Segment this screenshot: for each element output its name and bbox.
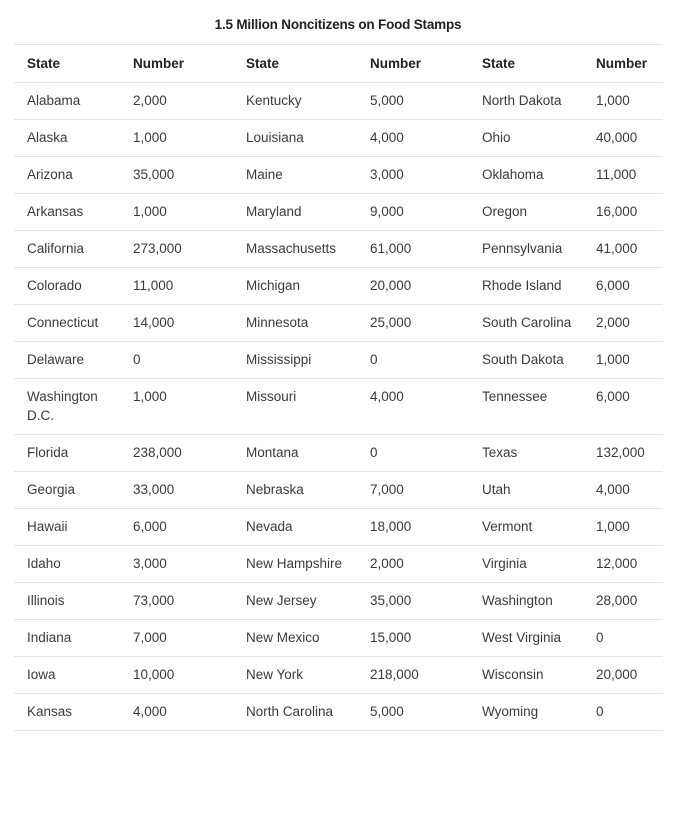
cell-number: 15,000 — [357, 620, 469, 657]
cell-number: 35,000 — [357, 583, 469, 620]
header-number-3: Number — [583, 45, 663, 83]
cell-state: Vermont — [469, 509, 583, 546]
cell-state: Colorado — [14, 268, 120, 305]
cell-state: Illinois — [14, 583, 120, 620]
cell-state: South Dakota — [469, 342, 583, 379]
cell-state: Delaware — [14, 342, 120, 379]
table-row — [14, 83, 663, 120]
cell-state: Alabama — [14, 83, 120, 120]
cell-number: 4,000 — [357, 120, 469, 157]
cell-number: 3,000 — [120, 546, 233, 583]
cell-number: 35,000 — [120, 157, 233, 194]
cell-state: New Mexico — [233, 620, 357, 657]
cell-state: Massachusetts — [233, 231, 357, 268]
cell-number: 218,000 — [357, 657, 469, 694]
header-state-3: State — [469, 45, 583, 83]
cell-number: 11,000 — [583, 157, 663, 194]
cell-number: 132,000 — [583, 435, 663, 472]
cell-number: 1,000 — [120, 194, 233, 231]
cell-number: 73,000 — [120, 583, 233, 620]
cell-number: 4,000 — [357, 379, 469, 435]
cell-state: Hawaii — [14, 509, 120, 546]
cell-state: North Dakota — [469, 83, 583, 120]
header-state-2: State — [233, 45, 357, 83]
cell-state: Washington D.C. — [14, 379, 120, 435]
table-row — [14, 157, 663, 194]
table-title: 1.5 Million Noncitizens on Food Stamps — [214, 17, 462, 32]
cell-state: New Hampshire — [233, 546, 357, 583]
cell-state: Tennessee — [469, 379, 583, 435]
cell-number: 0 — [357, 342, 469, 379]
cell-state: New York — [233, 657, 357, 694]
table-row — [14, 305, 663, 342]
cell-number: 14,000 — [120, 305, 233, 342]
cell-state: Kansas — [14, 694, 120, 731]
cell-number: 3,000 — [357, 157, 469, 194]
cell-number: 20,000 — [357, 268, 469, 305]
cell-state: Texas — [469, 435, 583, 472]
cell-state: Pennsylvania — [469, 231, 583, 268]
table-row — [14, 231, 663, 268]
cell-number: 2,000 — [120, 83, 233, 120]
table-row — [14, 657, 663, 694]
header-state-1: State — [14, 45, 120, 83]
cell-number: 1,000 — [583, 83, 663, 120]
cell-state: Florida — [14, 435, 120, 472]
cell-number: 0 — [357, 435, 469, 472]
cell-number: 273,000 — [120, 231, 233, 268]
cell-state: South Carolina — [469, 305, 583, 342]
cell-state: Idaho — [14, 546, 120, 583]
cell-state: Ohio — [469, 120, 583, 157]
cell-number: 9,000 — [357, 194, 469, 231]
cell-state: Georgia — [14, 472, 120, 509]
cell-state: Oklahoma — [469, 157, 583, 194]
cell-state: Connecticut — [14, 305, 120, 342]
cell-state: Rhode Island — [469, 268, 583, 305]
cell-number: 7,000 — [120, 620, 233, 657]
cell-state: Kentucky — [233, 83, 357, 120]
cell-state: New Jersey — [233, 583, 357, 620]
cell-state: Maryland — [233, 194, 357, 231]
cell-number: 28,000 — [583, 583, 663, 620]
cell-number: 18,000 — [357, 509, 469, 546]
cell-number: 12,000 — [583, 546, 663, 583]
cell-number: 41,000 — [583, 231, 663, 268]
cell-state: Iowa — [14, 657, 120, 694]
cell-number: 1,000 — [120, 120, 233, 157]
table-body — [14, 83, 663, 731]
cell-number: 25,000 — [357, 305, 469, 342]
cell-state: Nebraska — [233, 472, 357, 509]
table-row — [14, 509, 663, 546]
cell-state: Utah — [469, 472, 583, 509]
cell-number: 0 — [583, 694, 663, 731]
cell-state: Montana — [233, 435, 357, 472]
cell-number: 1,000 — [120, 379, 233, 435]
table-row — [14, 546, 663, 583]
cell-number: 4,000 — [583, 472, 663, 509]
cell-state: Washington — [469, 583, 583, 620]
cell-number: 40,000 — [583, 120, 663, 157]
table-row — [14, 120, 663, 157]
cell-state: Mississippi — [233, 342, 357, 379]
cell-number: 1,000 — [583, 342, 663, 379]
cell-number: 7,000 — [357, 472, 469, 509]
cell-state: North Carolina — [233, 694, 357, 731]
cell-state: Missouri — [233, 379, 357, 435]
cell-state: Nevada — [233, 509, 357, 546]
header-number-2: Number — [357, 45, 469, 83]
cell-state: Maine — [233, 157, 357, 194]
table-row — [14, 694, 663, 731]
cell-number: 61,000 — [357, 231, 469, 268]
cell-number: 20,000 — [583, 657, 663, 694]
cell-state: Louisiana — [233, 120, 357, 157]
cell-number: 0 — [120, 342, 233, 379]
cell-number: 4,000 — [120, 694, 233, 731]
cell-number: 1,000 — [583, 509, 663, 546]
header-row — [14, 45, 663, 83]
cell-number: 2,000 — [357, 546, 469, 583]
cell-number: 16,000 — [583, 194, 663, 231]
cell-number: 6,000 — [583, 268, 663, 305]
table-row — [14, 268, 663, 305]
cell-state: Arizona — [14, 157, 120, 194]
cell-number: 238,000 — [120, 435, 233, 472]
header-number-1: Number — [120, 45, 233, 83]
cell-number: 10,000 — [120, 657, 233, 694]
cell-state: Minnesota — [233, 305, 357, 342]
cell-number: 5,000 — [357, 694, 469, 731]
table-row — [14, 342, 663, 379]
cell-number: 6,000 — [583, 379, 663, 435]
cell-number: 0 — [583, 620, 663, 657]
cell-state: Michigan — [233, 268, 357, 305]
cell-number: 11,000 — [120, 268, 233, 305]
cell-state: Oregon — [469, 194, 583, 231]
cell-state: Arkansas — [14, 194, 120, 231]
table-row — [14, 472, 663, 509]
table-row — [14, 379, 663, 435]
cell-state: Virginia — [469, 546, 583, 583]
cell-number: 5,000 — [357, 83, 469, 120]
cell-state: Alaska — [14, 120, 120, 157]
cell-number: 6,000 — [120, 509, 233, 546]
cell-state: Indiana — [14, 620, 120, 657]
table-row — [14, 435, 663, 472]
cell-state: Wyoming — [469, 694, 583, 731]
table-row — [14, 620, 663, 657]
food-stamps-table — [14, 44, 663, 731]
cell-number: 2,000 — [583, 305, 663, 342]
table-row — [14, 194, 663, 231]
cell-state: California — [14, 231, 120, 268]
cell-number: 33,000 — [120, 472, 233, 509]
table-row — [14, 583, 663, 620]
cell-state: West Virginia — [469, 620, 583, 657]
cell-state: Wisconsin — [469, 657, 583, 694]
